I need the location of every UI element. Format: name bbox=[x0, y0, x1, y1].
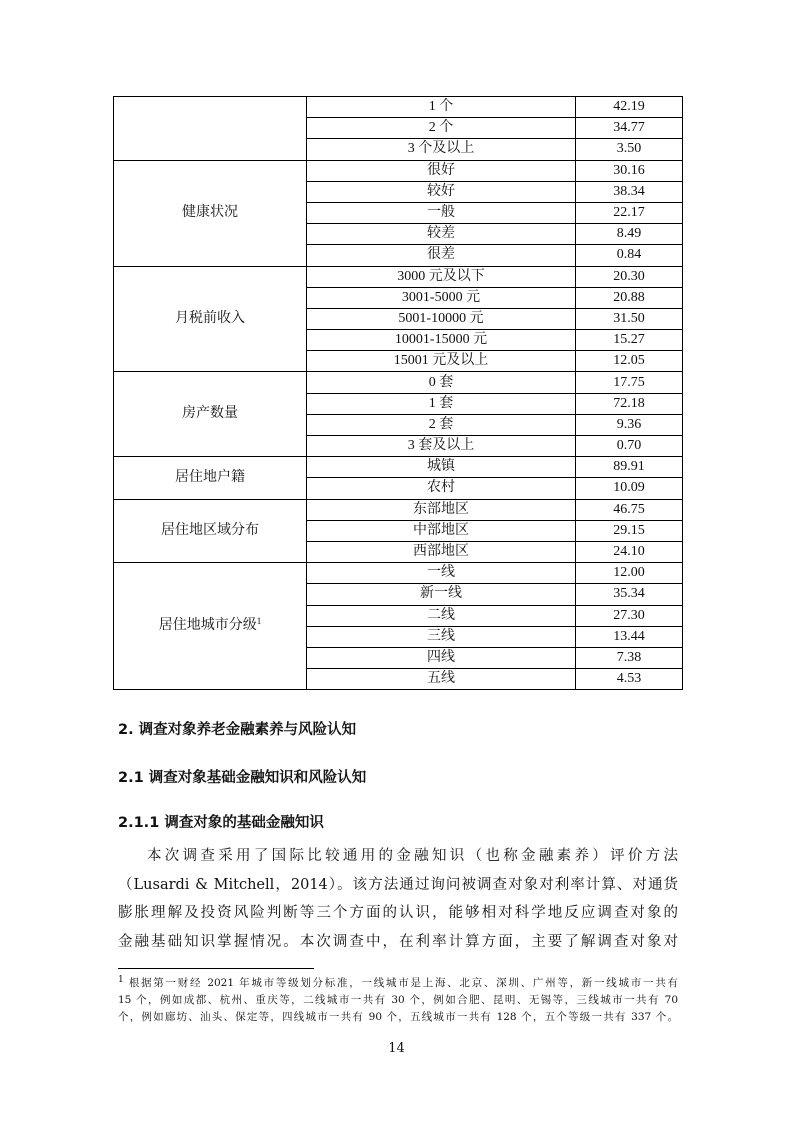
footnote-ref: 1 bbox=[256, 616, 262, 627]
percent-cell: 89.91 bbox=[576, 457, 683, 478]
table-row bbox=[114, 372, 683, 393]
percent-cell: 27.30 bbox=[576, 605, 683, 626]
paragraph-line: （Lusardi & Mitchell，2014）。该方法通过询问被调查对象对利率计算、对通货 bbox=[118, 876, 678, 893]
percent-cell: 20.88 bbox=[576, 287, 683, 308]
percent-cell: 0.84 bbox=[576, 245, 683, 266]
percent-cell: 9.36 bbox=[576, 414, 683, 435]
category-cell bbox=[114, 97, 307, 161]
percent-cell: 22.17 bbox=[576, 202, 683, 223]
percent-cell: 20.30 bbox=[576, 266, 683, 287]
option-cell: 较好 bbox=[307, 181, 576, 202]
option-cell: 很差 bbox=[307, 245, 576, 266]
option-cell: 2 个 bbox=[307, 118, 576, 139]
percent-cell: 8.49 bbox=[576, 224, 683, 245]
option-cell: 3001-5000 元 bbox=[307, 287, 576, 308]
footnote-line: 个，例如廊坊、汕头、保定等，四线城市一共有 90 个，五线城市一共有 128 个，五个等级一共有 337 个。 bbox=[118, 1011, 678, 1023]
option-cell: 一线 bbox=[307, 563, 576, 584]
paragraph-line: 本次调查采用了国际比较通用的金融知识（也称金融素养）评价方法 bbox=[147, 848, 678, 864]
percent-cell: 42.19 bbox=[576, 97, 683, 118]
percent-cell: 0.70 bbox=[576, 436, 683, 457]
percent-cell: 34.77 bbox=[576, 118, 683, 139]
table-row bbox=[114, 266, 683, 287]
option-cell: 0 套 bbox=[307, 372, 576, 393]
percent-cell: 46.75 bbox=[576, 499, 683, 520]
option-cell: 五线 bbox=[307, 669, 576, 690]
option-cell: 二线 bbox=[307, 605, 576, 626]
section-heading-2: 2. 调查对象养老金融素养与风险认知 bbox=[118, 722, 357, 738]
paragraph-line: 膨胀理解及投资风险判断等三个方面的认识，能够相对科学地反应调查对象的 bbox=[118, 905, 678, 921]
category-cell: 居住地户籍 bbox=[114, 457, 307, 499]
percent-cell: 12.00 bbox=[576, 563, 683, 584]
percent-cell: 31.50 bbox=[576, 308, 683, 329]
option-cell: 15001 元及以上 bbox=[307, 351, 576, 372]
category-cell: 居住地城市分级$^1$ bbox=[114, 563, 307, 690]
category-cell: 月税前收入 bbox=[114, 266, 307, 372]
option-cell: 新一线 bbox=[307, 584, 576, 605]
option-cell: 很好 bbox=[307, 160, 576, 181]
option-cell: 四线 bbox=[307, 647, 576, 668]
percent-cell: 13.44 bbox=[576, 626, 683, 647]
section-heading-2-1: 2.1 调查对象基础金融知识和风险认知 bbox=[118, 770, 367, 786]
option-cell: 西部地区 bbox=[307, 541, 576, 562]
option-cell: 5001-10000 元 bbox=[307, 308, 576, 329]
percent-cell: 10.09 bbox=[576, 478, 683, 499]
footnote-divider bbox=[118, 968, 314, 969]
option-cell: 2 套 bbox=[307, 414, 576, 435]
table-row bbox=[114, 97, 683, 118]
paragraph-line: 金融基础知识掌握情况。本次调查中，在利率计算方面，主要了解调查对象对 bbox=[118, 933, 678, 950]
percent-cell: 7.38 bbox=[576, 647, 683, 668]
table-row bbox=[114, 160, 683, 181]
percent-cell: 3.50 bbox=[576, 139, 683, 160]
percent-cell: 24.10 bbox=[576, 541, 683, 562]
percent-cell: 30.16 bbox=[576, 160, 683, 181]
option-cell: 一般 bbox=[307, 202, 576, 223]
footnote-line: 15 个，例如成都、杭州、重庆等，二线城市一共有 30 个，例如合肥、昆明、无锡等，三线城市一共有 70 bbox=[118, 994, 678, 1006]
footnote bbox=[118, 975, 678, 1026]
percent-cell: 38.34 bbox=[576, 181, 683, 202]
option-cell: 3 个及以上 bbox=[307, 139, 576, 160]
footnote-line: 根据第一财经 2021 年城市等级划分标准，一线城市是上海、北京、深圳、广州等，新一线城市一共有 bbox=[128, 977, 678, 989]
category-cell: 居住地区域分布 bbox=[114, 499, 307, 563]
option-cell: 1 个 bbox=[307, 97, 576, 118]
percent-cell: 12.05 bbox=[576, 351, 683, 372]
page-number: 14 bbox=[388, 1041, 405, 1056]
category-cell: 健康状况 bbox=[114, 160, 307, 266]
body-paragraph bbox=[118, 842, 678, 956]
percent-cell: 35.34 bbox=[576, 584, 683, 605]
option-cell: 10001-15000 元 bbox=[307, 330, 576, 351]
option-cell: 较差 bbox=[307, 224, 576, 245]
option-cell: 1 套 bbox=[307, 393, 576, 414]
option-cell: 3 套及以上 bbox=[307, 436, 576, 457]
table-row bbox=[114, 457, 683, 478]
category-cell: 房产数量 bbox=[114, 372, 307, 457]
footnote-mark: 1 bbox=[118, 975, 124, 985]
option-cell: 农村 bbox=[307, 478, 576, 499]
percent-cell: 17.75 bbox=[576, 372, 683, 393]
section-heading-2-1-1: 2.1.1 调查对象的基础金融知识 bbox=[118, 815, 324, 831]
demographics-table bbox=[113, 96, 683, 690]
percent-cell: 72.18 bbox=[576, 393, 683, 414]
table-row bbox=[114, 499, 683, 520]
percent-cell: 4.53 bbox=[576, 669, 683, 690]
option-cell: 中部地区 bbox=[307, 520, 576, 541]
option-cell: 三线 bbox=[307, 626, 576, 647]
option-cell: 3000 元及以下 bbox=[307, 266, 576, 287]
option-cell: 东部地区 bbox=[307, 499, 576, 520]
option-cell: 城镇 bbox=[307, 457, 576, 478]
percent-cell: 15.27 bbox=[576, 330, 683, 351]
percent-cell: 29.15 bbox=[576, 520, 683, 541]
table-row bbox=[114, 563, 683, 584]
